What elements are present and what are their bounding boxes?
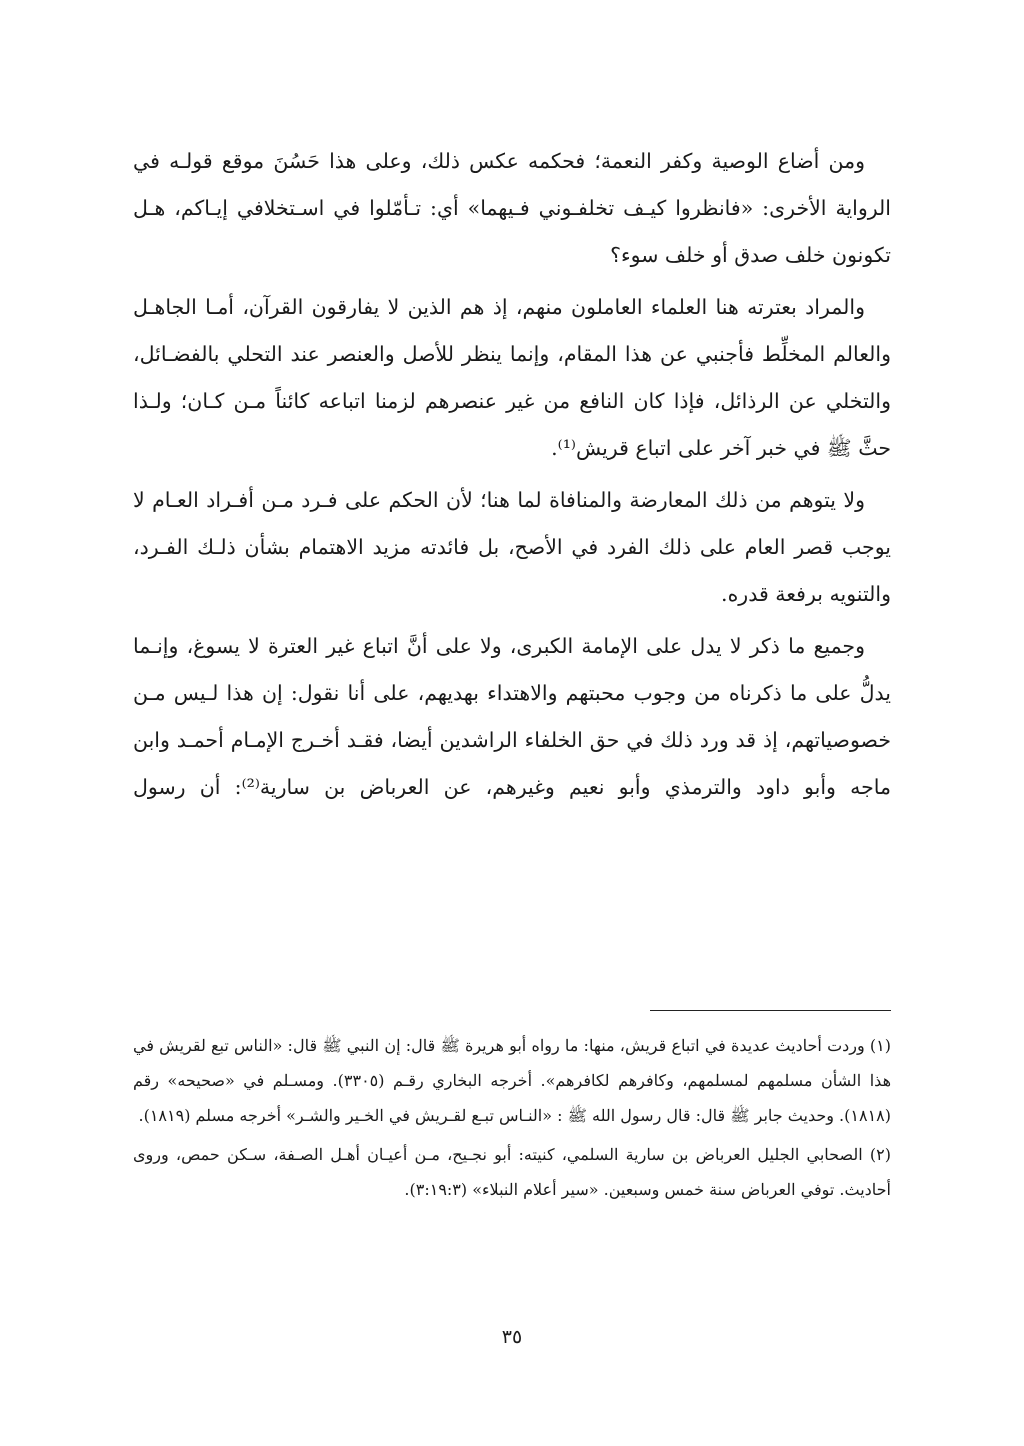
paragraph-2: والمراد بعترته هنا العلماء العاملون منهم، إذ هم الذين لا يفارقون القرآن، أمـا الجاهـل والعالم المخلِّط فأجنبي عن هذا المقام، وإنما ينظر للأصل والعنصر عند التحلي بالفضـائل، والتخلي عن الرذائل، فإذا كان النافع من غير عنصرهم لزمنا اتباعه كائناً مـن كـان؛ ولـذا حثَّ ﷺ في خبر آخر على اتباع قريش⁽¹⁾. [133, 295, 891, 460]
paragraph-3: ولا يتوهم من ذلك المعارضة والمنافاة لما هنا؛ لأن الحكم على فـرد مـن أفـراد العـام لا يوجب قصر العام على ذلك الفرد في الأصح، بل فائدته مزيد الاهتمام بشأن ذلـك الفـرد، والتنويه برفعة قدره. [133, 488, 891, 606]
footnotes [133, 1028, 891, 1211]
paragraph-4: وجميع ما ذكر لا يدل على الإمامة الكبرى، ولا على أنَّ اتباع غير العترة لا يسوغ، وإنـما يدلُّ على ما ذكرناه من وجوب محبتهم والاهتداء بهديهم، على أنا نقول: إن هذا لـيس مـن خصوصياتهم، إذ قد ورد ذلك في حق الخلفاء الراشدين أيضا، فقـد أخـرج الإمـام أحمـد وابن ماجه وأبو داود والترمذي وأبو نعيم وغيرهم، عن العرباض بن سارية⁽²⁾: أن رسول [133, 634, 891, 799]
paragraph-1: ومن أضاع الوصية وكفر النعمة؛ فحكمه عكس ذلك، وعلى هذا حَسُنَ موقع قولـه في الرواية الأخرى: «فانظروا كيـف تخلفـوني فـيهما» أي: تـأمّلوا في اسـتخلافي إيـاكم، هـل تكونون خلف صدق أو خلف سوء؟ [133, 149, 891, 267]
footnote-2: (٢) الصحابي الجليل العرباض بن سارية السلمي، كنيته: أبو نجـيح، مـن أعيـان أهـل الصـفة، سـكن حمص، وروى أحاديث. توفي العرباض سنة خمس وسبعين. «سير أعلام النبلاء» (٣:١٩:٣). [133, 1145, 891, 1199]
footnote-divider [650, 1010, 891, 1011]
footnote-1: (١) وردت أحاديث عديدة في اتباع قريش، منها: ما رواه أبو هريرة ﷺ قال: إن النبي ﷺ قال: «الناس تبع لقريش في هذا الشأن مسلمهم لمسلمهم، وكافرهم لكافرهم». أخرجه البخاري رقـم (٣٣٠٥). ومسـلم في «صحيحه» رقم (١٨١٨). وحديث جابر ﷺ قال: قال رسول الله ﷺ : «النـاس تبـع لقـريش في الخـير والشـر» أخرجه مسلم (١٨١٩). [133, 1036, 892, 1125]
main-text-block [133, 138, 891, 816]
page-number: ٣٥ [501, 1326, 523, 1348]
body-text [133, 138, 891, 811]
